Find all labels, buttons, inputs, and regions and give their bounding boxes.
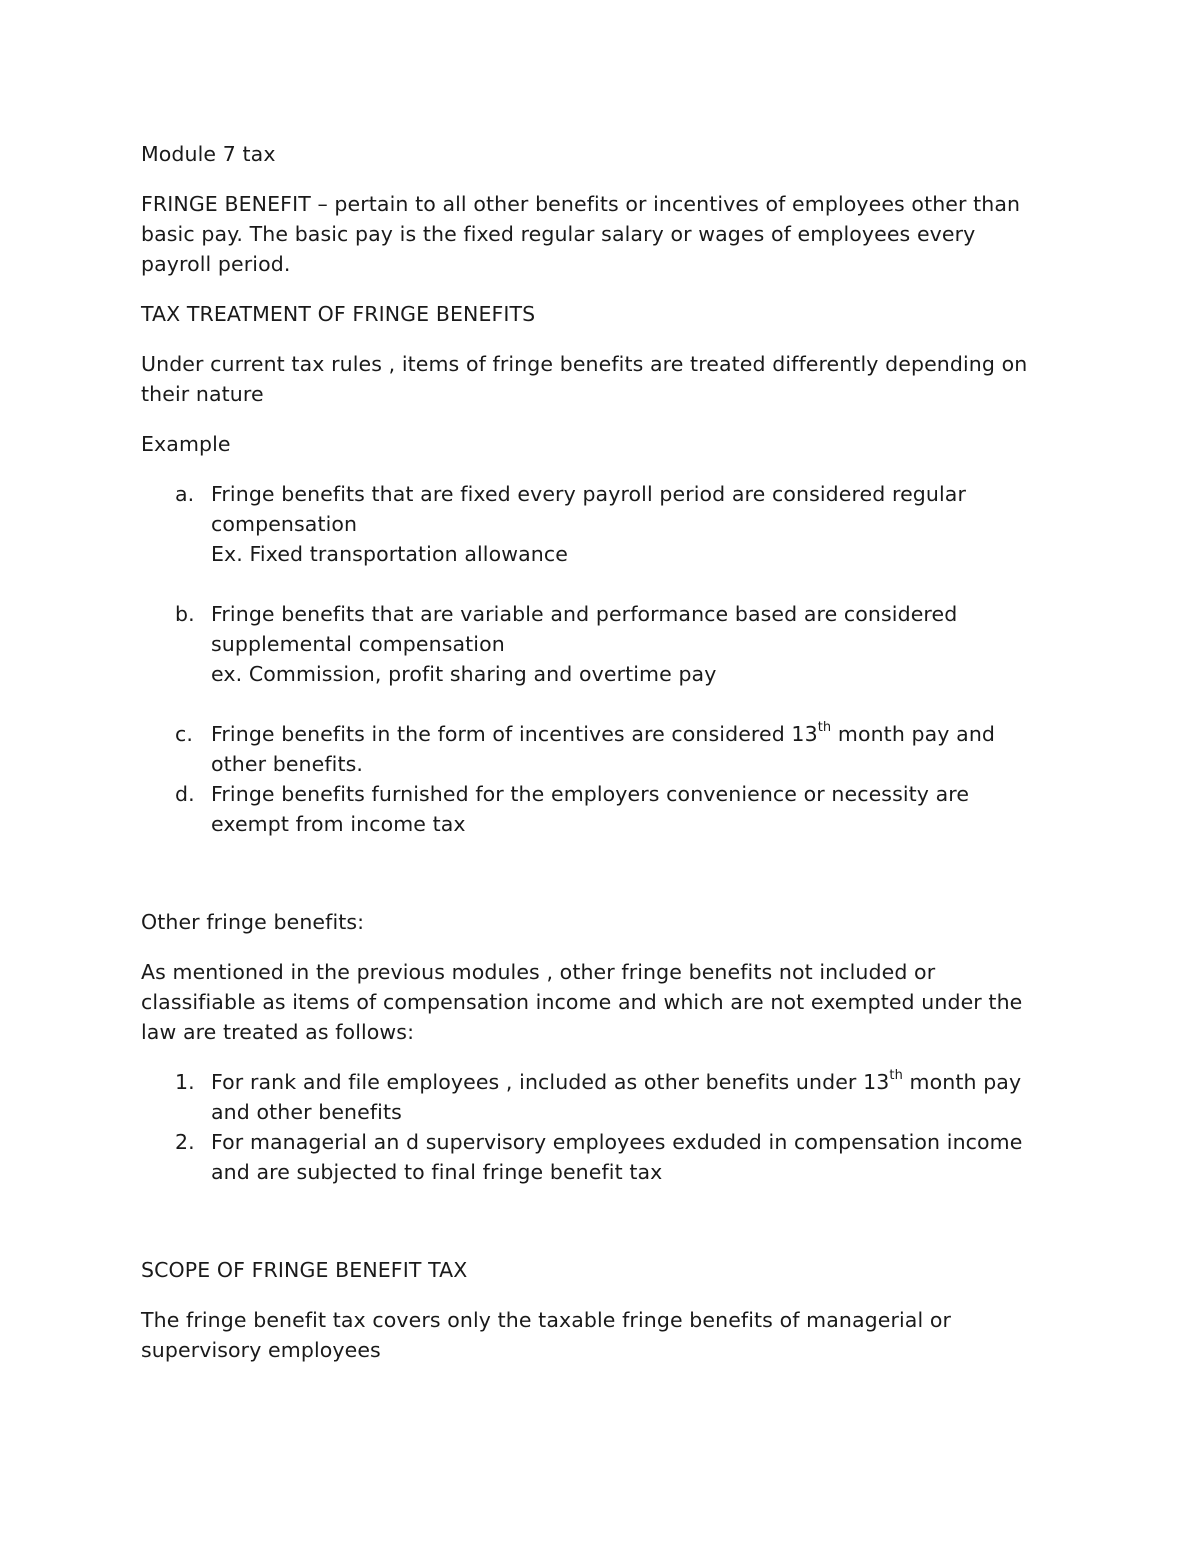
superscript: th [889, 1068, 903, 1084]
document-title: Module 7 tax [141, 142, 276, 166]
other-fringe-heading: Other fringe benefits: [141, 910, 365, 934]
list-item-text: For rank and file employees , included as other benefits under 13 [211, 1070, 890, 1094]
list-item-text: For managerial an d supervisory employees exduded in compensation income and are subjected to final fringe benefit tax [211, 1130, 1023, 1184]
other-benefits-list [141, 1067, 1046, 1187]
list-item [141, 479, 1046, 569]
list-item [141, 719, 1046, 779]
example-list [141, 479, 1046, 839]
example-label: Example [141, 432, 231, 456]
list-item-example: ex. Commission, profit sharing and overtime pay [211, 662, 717, 686]
document-page [141, 139, 1046, 1385]
list-item-text: Fringe benefits that are variable and performance based are considered supplemental compensation [211, 602, 958, 656]
list-item-text-cont: month pay and other benefits. [211, 722, 996, 776]
list-marker: d. [175, 782, 195, 806]
tax-treatment-heading: TAX TREATMENT OF FRINGE BENEFITS [141, 302, 536, 326]
scope-text: The fringe benefit tax covers only the taxable fringe benefits of managerial or supervisory employees [141, 1308, 952, 1362]
list-item [141, 1127, 1046, 1187]
list-marker: c. [175, 722, 193, 746]
list-item [141, 779, 1046, 839]
tax-treatment-text: Under current tax rules , items of fringe benefits are treated differently depending on their nature [141, 352, 1028, 406]
list-item-text: Fringe benefits furnished for the employers convenience or necessity are exempt from income tax [211, 782, 970, 836]
list-marker: 1. [175, 1070, 195, 1094]
list-item-text: Fringe benefits that are fixed every payroll period are considered regular compensation [211, 482, 966, 536]
scope-heading: SCOPE OF FRINGE BENEFIT TAX [141, 1258, 468, 1282]
list-marker: 2. [175, 1130, 195, 1154]
list-marker: b. [175, 602, 195, 626]
other-fringe-text: As mentioned in the previous modules , other fringe benefits not included or classifiable as items of compensation income and which are not exempted under the law are treated as follows: [141, 960, 1023, 1044]
list-item [141, 599, 1046, 689]
list-item [141, 1067, 1046, 1127]
superscript: th [817, 720, 832, 736]
list-marker: a. [175, 482, 195, 506]
fringe-benefit-definition: FRINGE BENEFIT – pertain to all other benefits or incentives of employees other than basic pay. The basic pay is the fixed regular salary or wages of employees every payroll period. [141, 192, 1021, 276]
list-item-example: Ex. Fixed transportation allowance [211, 542, 568, 566]
list-item-text-cont: month pay and other benefits [211, 1070, 1022, 1124]
list-item-text: Fringe benefits in the form of incentives are considered 13 [211, 722, 818, 746]
